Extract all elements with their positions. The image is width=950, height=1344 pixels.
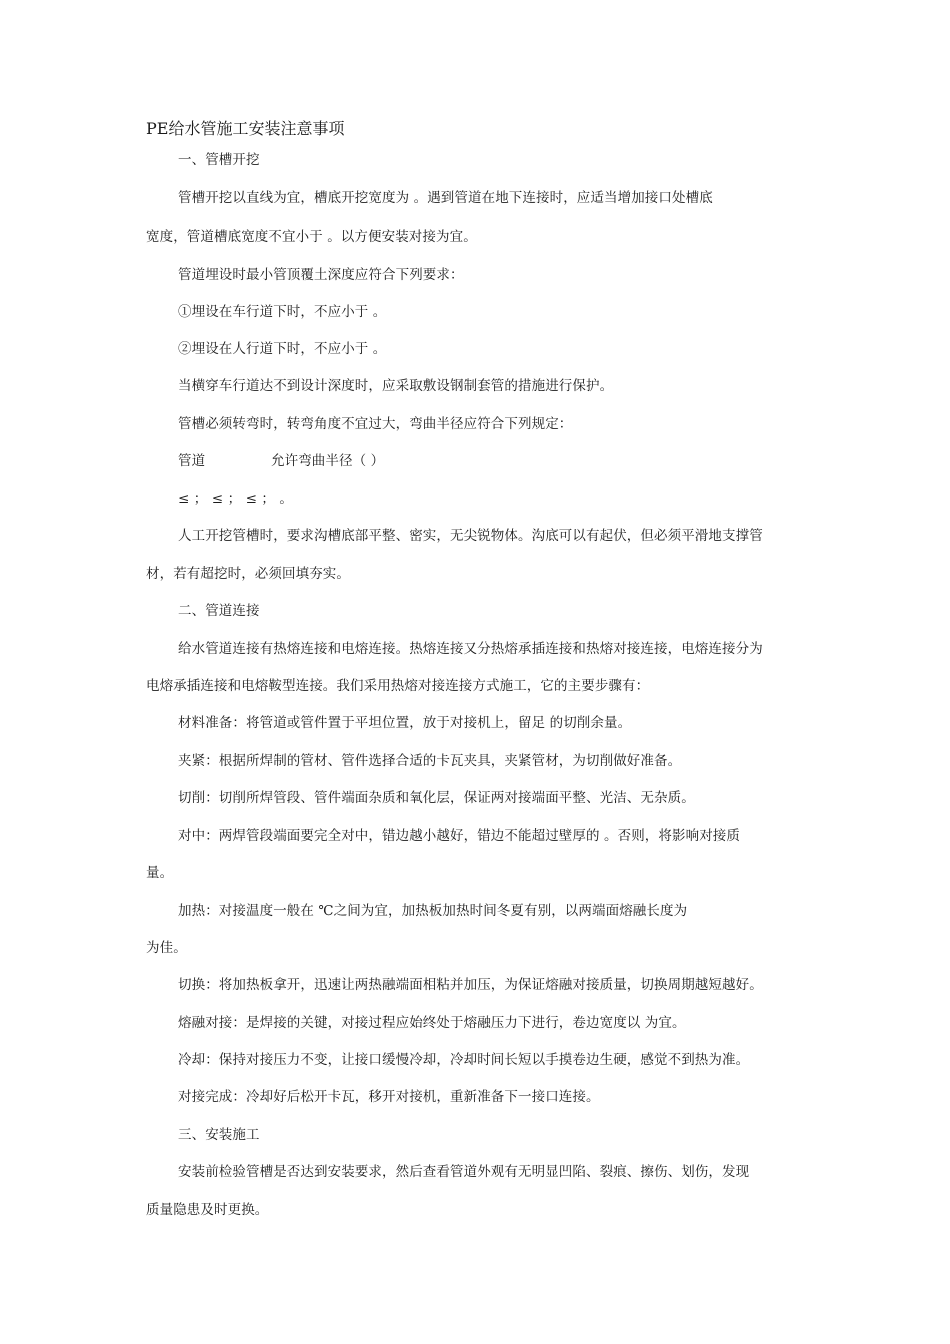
step-line: 熔融对接：是焊接的关键，对接过程应始终处于熔融压力下进行，卷边宽度以 为宜。 [178, 1015, 686, 1031]
paragraph-line: 管道埋设时最小管顶覆土深度应符合下列要求： [178, 267, 464, 283]
paragraph-line: 安装前检验管槽是否达到安装要求，然后查看管道外观有无明显凹陷、裂痕、擦伤、划伤，发现 [178, 1164, 750, 1180]
section-heading: 一、管槽开挖 [178, 152, 260, 168]
paragraph-line: 人工开挖管槽时，要求沟槽底部平整、密实，无尖锐物体。沟底可以有起伏，但必须平滑地支撑管 [178, 528, 763, 544]
step-line: 切削：切削所焊管段、管件端面杂质和氧化层，保证两对接端面平整、光洁、无杂质。 [178, 790, 695, 806]
paragraph-line: 宽度，管道槽底宽度不宜小于 。以方便安装对接为宜。 [146, 229, 477, 245]
paragraph-line: 给水管道连接有热熔连接和电熔连接。热熔连接又分热熔承插连接和热熔对接连接，电熔连接分为 [178, 641, 763, 657]
section-heading: 三、安装施工 [178, 1127, 260, 1143]
section-heading: 二、管道连接 [178, 603, 260, 619]
step-line: 对接完成：冷却好后松开卡瓦，移开对接机，重新准备下一接口连接。 [178, 1089, 600, 1105]
step-line: 材料准备：将管道或管件置于平坦位置，放于对接机上，留足 的切削余量。 [178, 715, 632, 731]
step-line: 冷却：保持对接压力不变，让接口缓慢冷却，冷却时间长短以手摸卷边生硬，感觉不到热为准。 [178, 1052, 750, 1068]
step-line: 为佳。 [146, 940, 187, 956]
paragraph-line: 电熔承插连接和电熔鞍型连接。我们采用热熔对接连接方式施工，它的主要步骤有： [146, 678, 650, 694]
table-row: ≤ ； ≤ ； ≤ ； 。 [178, 491, 293, 507]
step-line: 对中：两焊管段端面要完全对中，错边越小越好，错边不能超过壁厚的 。否则，将影响对接质 [178, 828, 740, 844]
step-line: 夹紧：根据所焊制的管材、管件选择合适的卡瓦夹具，夹紧管材，为切削做好准备。 [178, 753, 682, 769]
paragraph-line: 材，若有超挖时，必须回填夯实。 [146, 566, 350, 582]
paragraph-line: ②埋设在人行道下时，不应小于 。 [178, 341, 387, 357]
paragraph-line: 当横穿车行道达不到设计深度时，应采取敷设钢制套管的措施进行保护。 [178, 378, 614, 394]
paragraph-line: 质量隐患及时更换。 [146, 1202, 269, 1218]
step-line: 量。 [146, 865, 174, 881]
table-header-col2: 允许弯曲半径（ ） [271, 453, 385, 469]
document-title: PE给水管施工安装注意事项 [146, 119, 345, 138]
paragraph-line: 管槽必须转弯时，转弯角度不宜过大，弯曲半径应符合下列规定： [178, 416, 573, 432]
table-header-col1: 管道 [178, 453, 206, 469]
step-line: 切换：将加热板拿开，迅速让两热融端面相粘并加压，为保证熔融对接质量，切换周期越短越好。 [178, 977, 763, 993]
paragraph-line: ①埋设在车行道下时，不应小于 。 [178, 304, 387, 320]
paragraph-line: 管槽开挖以直线为宜，槽底开挖宽度为 。遇到管道在地下连接时，应适当增加接口处槽底 [178, 190, 713, 206]
step-line: 加热：对接温度一般在 ℃之间为宜，加热板加热时间冬夏有别，以两端面熔融长度为 [178, 903, 688, 919]
